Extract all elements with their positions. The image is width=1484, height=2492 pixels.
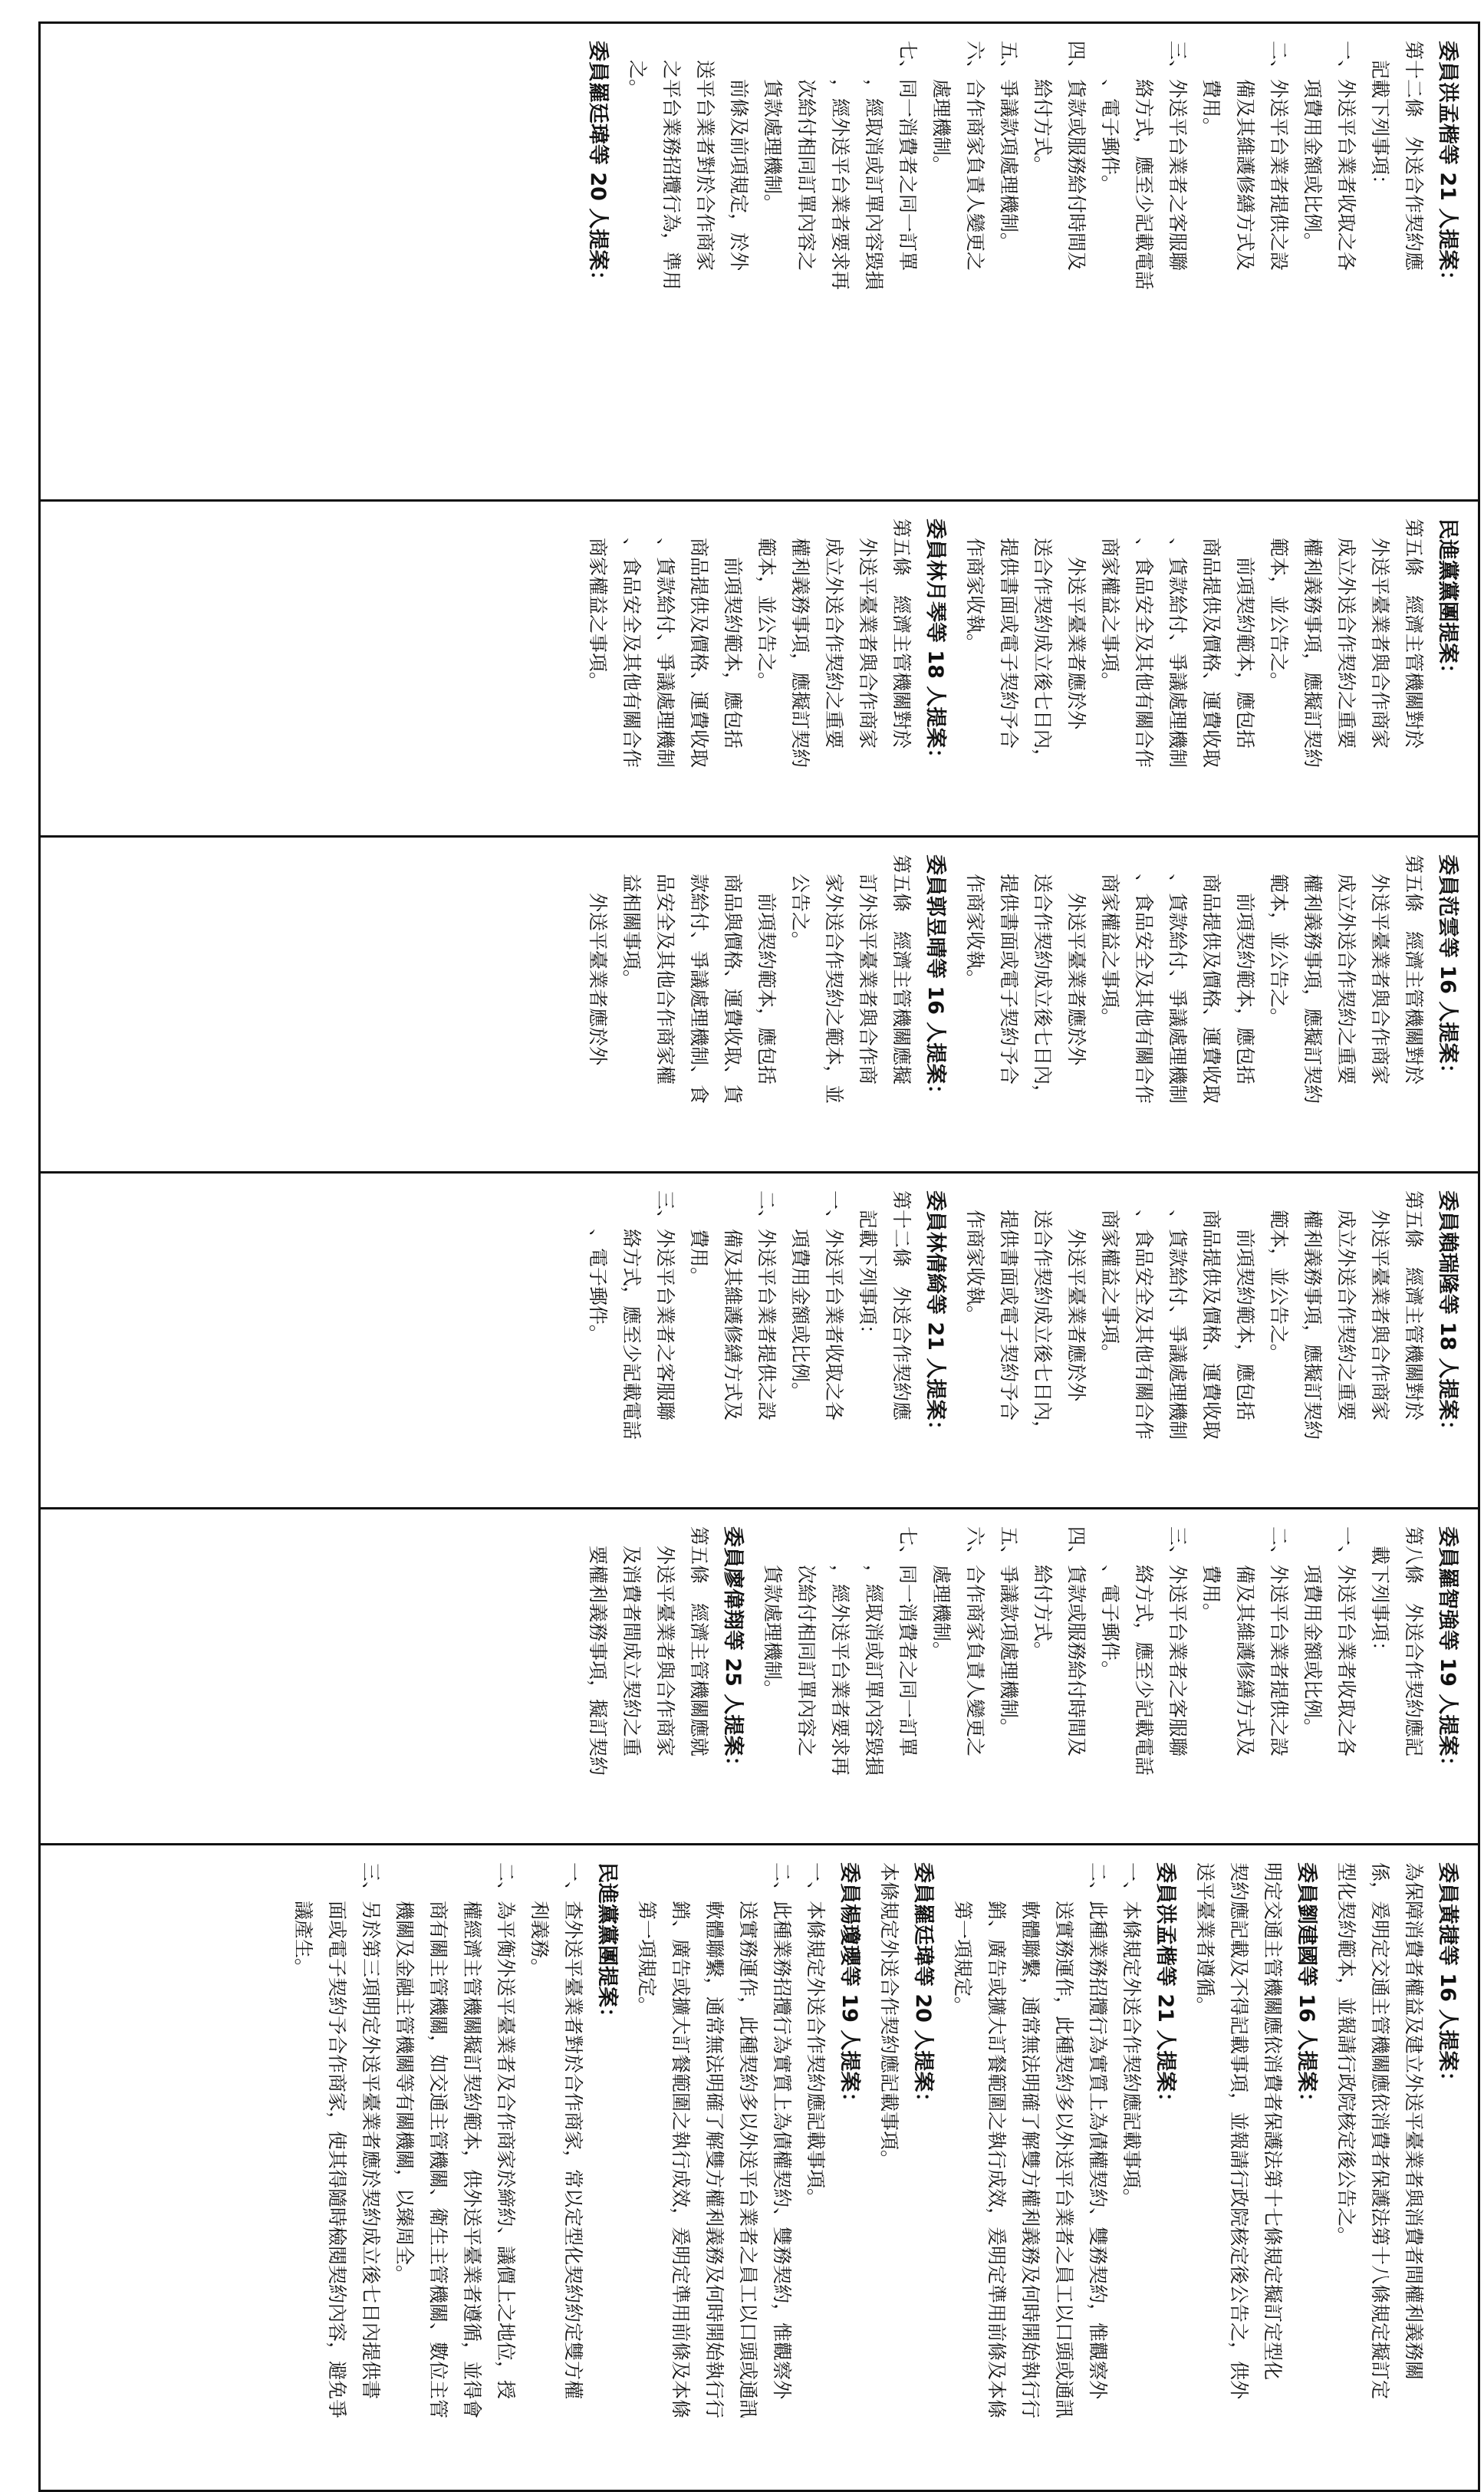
proposal-block [946,1862,1182,2476]
text-line: 記載下列事項： [1369,41,1391,195]
text-line: 費用。 [688,1190,710,1287]
text-line: 、食品安全及其他有關合作 [620,518,643,769]
text-line: 外送平臺業者與合作商家 [857,518,879,749]
text-line: 及消費者間成立契約之重 [620,1526,643,1757]
text-line: 商品提供及價格、運費收取 [688,518,710,769]
text-line: 利義務。 [528,1862,551,1978]
text-line: 送合作契約成立後七日內， [1032,1190,1054,1440]
text-line: 二、外送平台業者提供之設 [1268,41,1290,272]
proposal-column-a [40,23,1479,501]
text-line: ，經外送平台業者要求再 [829,41,851,291]
text-line: 權經濟主管機關擬訂契約範本，供外送平臺業者遵循，並得會 [461,1862,483,2419]
comparison-table [38,21,1480,2492]
text-line: 第五條 經濟主管機關對於 [1403,518,1425,749]
text-line: 記載下列事項： [857,1190,879,1345]
text-line: 載下列事項： [1369,1526,1391,1661]
text-line: 前項契約範本，應包括 [1234,854,1256,1085]
text-line: 絡方式，應至少記載電話 [1133,1526,1155,1776]
text-line: 前項契約範本，應包括 [722,518,744,749]
proposal-block [755,1526,1464,1829]
proposal-block [620,41,1464,486]
text-line: 軟體聯繫，通常無法明確了解雙方權利義務及何時開始執行行 [1019,1862,1041,2419]
text-line: 提供書面或電子契約予合 [998,518,1020,749]
text-line: 貨款處理機制。 [762,1526,784,1700]
proposal-heading: 委員羅智強等 19 人提案： [1436,1526,1459,1777]
text-line: 機關及金融主管機關等有關機關，以臻周全。 [393,1862,416,2285]
proposal-column-e [40,1509,1479,1845]
text-line: 為保障消費者權益及建立外送平臺業者與消費者間權利義務關 [1403,1862,1425,2381]
text-line: 商有關主管機關，如交通主管機關、衛生主管機關、數位主管 [427,1862,449,2419]
text-line: 要權利義務事項，擬訂契約 [587,1526,609,1776]
text-line: 第五條 經濟主管機關應就 [688,1526,710,1757]
text-line: 三、另於第三項明定外送平臺業者應於契約成立後七日內提供書 [360,1862,382,2400]
text-line: 本條規定外送合作契約應記載事項。 [878,1862,900,2170]
text-line: 提供書面或電子契約予合 [998,1190,1020,1421]
text-line: 三、外送平台業者之客服聯 [1166,41,1189,272]
text-line: 項費用金額或比例。 [1301,41,1324,252]
text-line: 送平臺業者遵循。 [1194,1862,1216,2016]
text-line: 二、此種業務招攬行為實質上為債權契約、雙務契約，惟觀察外 [771,1862,793,2400]
text-line: 外送平臺業者應於外 [1065,1190,1087,1402]
text-line: 第八條 外送合作契約應記 [1403,1526,1425,1757]
text-line: 之。 [627,41,649,99]
text-line: 四、貨款或服務給付時間及 [1065,1526,1087,1757]
text-line: 外送平臺業者與合作商家 [1369,854,1391,1085]
proposal-block [1188,1862,1323,2476]
proposal-heading: 委員廖偉翔等 25 人提案： [721,1526,745,1777]
text-line: 第十二條 外送合作契約應 [1403,41,1425,272]
text-line: 項費用金額或比例。 [789,1190,811,1402]
text-line: 商品與價格、運費收取、貨 [722,854,744,1104]
text-line: 權利義務事項，應擬訂契約 [1301,854,1324,1104]
text-line: 處理機制。 [930,41,953,176]
proposal-block [958,854,1464,1157]
text-line: 面或電子契約予合作商家，使其得隨時檢閱契約內容，避免爭 [326,1862,348,2419]
proposal-block [581,518,952,821]
proposal-heading: 民進黨黨團提案： [595,1862,619,2028]
proposal-block [958,518,1464,821]
text-line: 範本，並公告之。 [1268,854,1290,1028]
proposal-heading: 委員羅廷瑋等 20 人提案： [911,1862,935,2113]
text-line: 一、外送平台業者收取之各 [1335,1526,1357,1757]
text-line: 權利義務事項，應擬訂契約 [1301,1190,1324,1440]
text-line: 項費用金額或比例。 [1301,1526,1324,1738]
proposal-column-d [40,1173,1479,1509]
proposal-heading: 委員羅廷瑋等 20 人提案： [586,41,610,291]
text-line: 送平台業者對於合作商家 [694,41,716,272]
text-line: 五、爭議款項處理機制。 [998,41,1020,252]
text-line: 次給付相同訂單內容之 [795,1526,818,1757]
text-line: 軟體聯繫，通常無法明確了解雙方權利義務及何時開始執行行 [703,1862,726,2419]
text-line: 商品提供及價格、運費收取 [1200,854,1222,1104]
proposal-heading: 委員林倩綺等 21 人提案： [923,1190,947,1441]
proposal-heading: 委員洪孟楷等 21 人提案： [1436,41,1459,291]
text-line: 絡方式，應至少記載電話 [1133,41,1155,291]
text-line: 商家權益之事項。 [1099,854,1121,1028]
text-line: 第一項規定。 [952,1862,974,2016]
text-line: 範本，並公告之。 [755,518,778,692]
text-line: 二、為平衡外送平臺業者及合作商家於締約、議價上之地位，授 [495,1862,517,2400]
text-line: 商家權益之事項。 [587,518,609,692]
proposal-heading: 委員范雲等 16 人提案： [1436,854,1459,1085]
text-line: 前條及前項規定，於外 [728,41,750,272]
text-line: 銷、廣告或擴大訂餐範圍之執行成效，爰明定準用前條及本條 [670,1862,692,2419]
text-line: 送實務運作，此種契約多以外送平台業者之員工以口頭或通訊 [737,1862,759,2419]
text-line: 一、外送平台業者收取之各 [823,1190,845,1421]
text-line: 公告之。 [789,854,811,951]
proposal-block [581,854,952,1157]
text-line: 費用。 [1200,41,1222,137]
text-line: 二、外送平台業者提供之設 [755,1190,778,1421]
text-line: 商家權益之事項。 [1099,518,1121,692]
text-line: 外送平臺業者與合作商家 [654,1526,676,1757]
text-line: 款給付、爭議處理機制、食 [688,854,710,1104]
text-line: 第五條 經濟主管機關應擬 [890,854,913,1085]
text-line: 、食品安全及其他有關合作 [1133,518,1155,769]
rotated-sheet [38,21,1480,2419]
text-line: 備及其維護修繕方式及 [722,1190,744,1421]
text-line: 一、查外送平臺業者對於合作商家，常以定型化契約約定雙方權 [562,1862,584,2400]
text-line: 成立外送合作契約之重要 [1335,1190,1357,1421]
text-line: 議產生。 [292,1862,314,1978]
text-line: 備及其維護修繕方式及 [1234,1526,1256,1757]
text-line: 處理機制。 [930,1526,953,1661]
proposal-column-b [40,501,1479,837]
text-line: 益相關事項。 [620,854,643,989]
proposal-heading: 民進黨黨團提案： [1436,518,1459,684]
text-line: 、食品安全及其他有關合作 [1133,1190,1155,1440]
text-line: 外送平臺業者應於外 [1065,518,1087,730]
text-line: 、貨款給付、爭議處理機制 [654,518,676,769]
text-line: 三、外送平台業者之客服聯 [654,1190,676,1421]
text-line: ，經取消或訂單內容毀損 [863,41,885,291]
text-line: 範本，並公告之。 [1268,518,1290,692]
table-row [40,23,1479,2491]
text-line: 外送平臺業者與合作商家 [1369,1190,1391,1421]
text-line: 二、外送平台業者提供之設 [1268,1526,1290,1757]
text-line: 、貨款給付、爭議處理機制 [1166,854,1189,1104]
proposal-block [1329,1862,1464,2476]
text-line: 二、此種業務招攬行為實質上為債權契約、雙務契約，惟觀察外 [1087,1862,1109,2400]
proposal-block [581,41,614,486]
text-line: 六、合作商家負責人變更之 [964,41,986,272]
proposal-heading: 委員郭昱晴等 16 人提案： [923,854,947,1105]
text-line: 第五條 經濟主管機關對於 [1403,1190,1425,1421]
text-line: 四、貨款或服務給付時間及 [1065,41,1087,272]
proposal-heading: 委員劉建國等 16 人提案： [1295,1862,1318,2113]
text-line: 外送平臺業者與合作商家 [1369,518,1391,749]
text-line: 前項契約範本，應包括 [755,854,778,1085]
text-line: 第一項規定。 [636,1862,658,2016]
text-line: 、電子郵件。 [1099,41,1121,195]
text-line: 七、同一消費者之同一訂單 [897,41,919,272]
text-line: 提供書面或電子契約予合 [998,854,1020,1085]
proposal-block [958,1190,1464,1493]
text-line: 五、爭議款項處理機制。 [998,1526,1020,1738]
text-line: ，經外送平台業者要求再 [829,1526,851,1776]
text-line: 範本，並公告之。 [1268,1190,1290,1364]
text-line: 權利義務事項，應擬訂契約 [1301,518,1324,769]
text-line: 一、本條規定外送合作契約應記載事項。 [1120,1862,1143,2208]
text-line: 給付方式。 [1032,41,1054,176]
text-line: 之平台業務招攬行為，準用 [660,41,683,291]
text-line: 前項契約範本，應包括 [1234,518,1256,749]
text-line: 送合作契約成立後七日內， [1032,518,1054,769]
text-line: 一、外送平台業者收取之各 [1335,41,1357,272]
text-line: 外送平臺業者應於外 [1065,854,1087,1066]
proposal-block [581,1526,749,1829]
text-line: 一、本條規定外送合作契約應記載事項。 [805,1862,827,2208]
text-line: 契約應記載及不得記載事項，並報請行政院核定後公告之，供外 [1228,1862,1250,2400]
text-line: 家外送合作契約之範本，並 [823,854,845,1104]
proposal-column-c [40,837,1479,1173]
text-line: 三、外送平台業者之客服聯 [1166,1526,1189,1757]
text-line: 銷、廣告或擴大訂餐範圍之執行成效，爰明定準用前條及本條 [985,1862,1008,2419]
explanation-column [40,1845,1479,2491]
text-line: 送實務運作，此種契約多以外送平台業者之員工以口頭或通訊 [1053,1862,1075,2419]
text-line: 商品提供及價格、運費收取 [1200,518,1222,769]
text-line: 貨款處理機制。 [762,41,784,214]
text-line: 七、同一消費者之同一訂單 [897,1526,919,1757]
text-line: 備及其維護修繕方式及 [1234,41,1256,272]
proposal-block [286,1862,624,2476]
text-line: 給付方式。 [1032,1526,1054,1661]
text-line: 第十二條 外送合作契約應 [890,1190,913,1421]
text-line: 成立外送合作契約之重要 [1335,518,1357,749]
text-line: 成立外送合作契約之重要 [1335,854,1357,1085]
text-line: 費用。 [1200,1526,1222,1623]
text-line: 係，爰明定交通主管機關應依消費者保護法第十八條規定擬訂定 [1369,1862,1391,2400]
text-line: 明定交通主管機關應依消費者保護法第十七條規定擬訂定型化 [1262,1862,1284,2381]
proposal-block [581,1190,952,1493]
text-line: 第五條 經濟主管機關對於 [890,518,913,749]
text-line: 作商家收執。 [964,518,986,653]
text-line: 次給付相同訂單內容之 [795,41,818,272]
proposal-heading: 委員賴瑞隆等 18 人提案： [1436,1190,1459,1441]
text-line: 六、合作商家負責人變更之 [964,1526,986,1757]
text-line: 外送平臺業者應於外 [587,854,609,1066]
proposal-block [872,1862,939,2476]
text-line: 作商家收執。 [964,1190,986,1325]
text-line: 訂外送平臺業者與合作商 [857,854,879,1085]
text-line: 商家權益之事項。 [1099,1190,1121,1364]
text-line: 、食品安全及其他有關合作 [1133,854,1155,1104]
text-line: 品安全及其他合作商家權 [654,854,676,1085]
proposal-heading: 委員楊瓊瓔等 19 人提案： [837,1862,861,2113]
text-line: 權利義務事項，應擬訂契約 [789,518,811,769]
text-line: 前項契約範本，應包括 [1234,1190,1256,1421]
text-line: 第五條 經濟主管機關對於 [1403,854,1425,1085]
text-line: 、貨款給付、爭議處理機制 [1166,518,1189,769]
proposal-heading: 委員林月琴等 18 人提案： [923,518,947,769]
text-line: 送合作契約成立後七日內， [1032,854,1054,1104]
text-line: 商品提供及價格、運費收取 [1200,1190,1222,1440]
text-line: 成立外送合作契約之重要 [823,518,845,749]
proposal-heading: 委員洪孟楷等 21 人提案： [1153,1862,1177,2113]
proposal-heading: 委員黃捷等 16 人提案： [1436,1862,1459,2092]
text-line: 、貨款給付、爭議處理機制 [1166,1190,1189,1440]
text-line: 型化契約範本，並報請行政院核定後公告之。 [1335,1862,1357,2247]
text-line: ，經取消或訂單內容毀損 [863,1526,885,1776]
text-line: 、電子郵件。 [1099,1526,1121,1681]
text-line: 作商家收執。 [964,854,986,989]
proposal-block [630,1862,866,2476]
text-line: 、電子郵件。 [587,1190,609,1345]
text-line: 絡方式，應至少記載電話 [620,1190,643,1440]
